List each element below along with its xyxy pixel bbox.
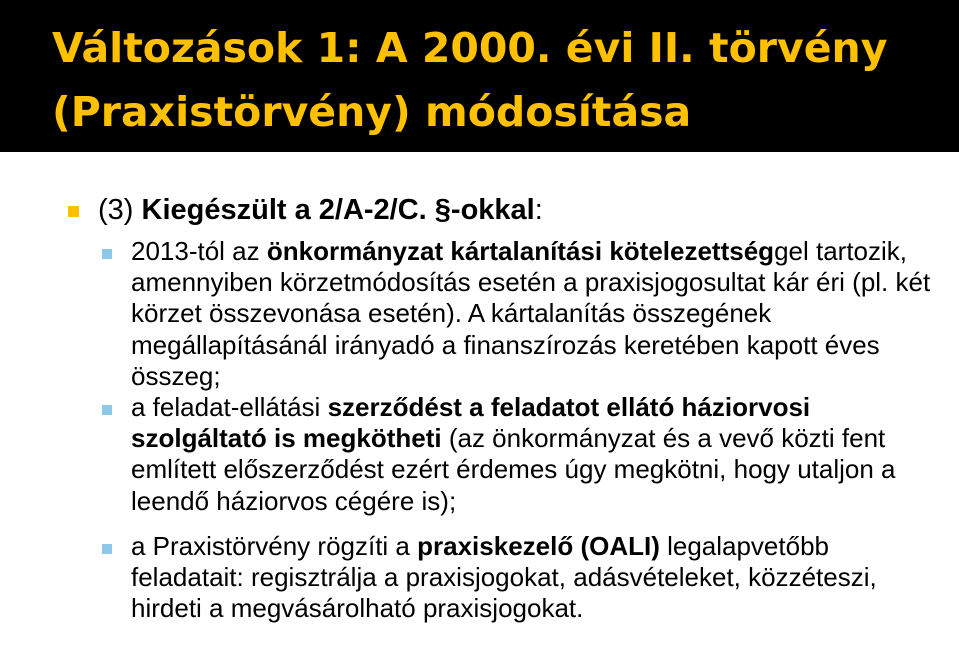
slide-title-line-2: (Praxistörvény) módosítása bbox=[52, 88, 692, 136]
title-bar bbox=[0, 0, 959, 152]
item-text: (az önkormányzat és a vevő közti fent említett előszerződést ezért érdemes úgy megkötni, hogy utaljon a leendő háziorvos cégére is); bbox=[131, 423, 896, 516]
list-item bbox=[131, 531, 931, 625]
item-bold-text: önkormányzat kártalanítási kötelezettség bbox=[266, 236, 775, 266]
item-text: a Praxistörvény rögzíti a bbox=[131, 531, 418, 561]
item-bold-text: szerződést a feladatot ellátó háziorvosi szolgáltató is megkötheti bbox=[131, 392, 811, 454]
square-bullet-icon bbox=[102, 249, 112, 259]
heading-bullet bbox=[98, 192, 543, 228]
list-item bbox=[131, 392, 931, 517]
slide-title-line-1: Változások 1: A 2000. évi II. törvény bbox=[52, 24, 888, 72]
item-text: 2013-tól az bbox=[131, 236, 267, 266]
item-text: a feladat-ellátási bbox=[131, 392, 328, 422]
square-bullet-icon bbox=[68, 206, 79, 217]
item-bold-text: praxiskezelő (OALI) bbox=[417, 531, 660, 561]
heading-bold: Kiegészült a 2/A-2/C. §-okkal bbox=[141, 194, 535, 226]
item-text: gel tartozik, amennyiben körzetmódosítás esetén a praxisjogosultat kár éri (pl. két körzet összevonása esetén). A kártalanítás összegének megállapításánál irányadó a finanszírozás keretében kapott éves összeg; bbox=[131, 236, 931, 391]
square-bullet-icon bbox=[102, 544, 112, 554]
square-bullet-icon bbox=[102, 405, 112, 415]
list-item bbox=[131, 236, 931, 392]
heading-prefix: (3) bbox=[98, 194, 142, 226]
item-text: legalapvetőbb feladatait: regisztrálja a praxisjogokat, adásvételeket, közzéteszi, hirdeti a megvásárolható praxisjogokat. bbox=[131, 531, 877, 624]
heading-suffix: : bbox=[534, 194, 543, 226]
